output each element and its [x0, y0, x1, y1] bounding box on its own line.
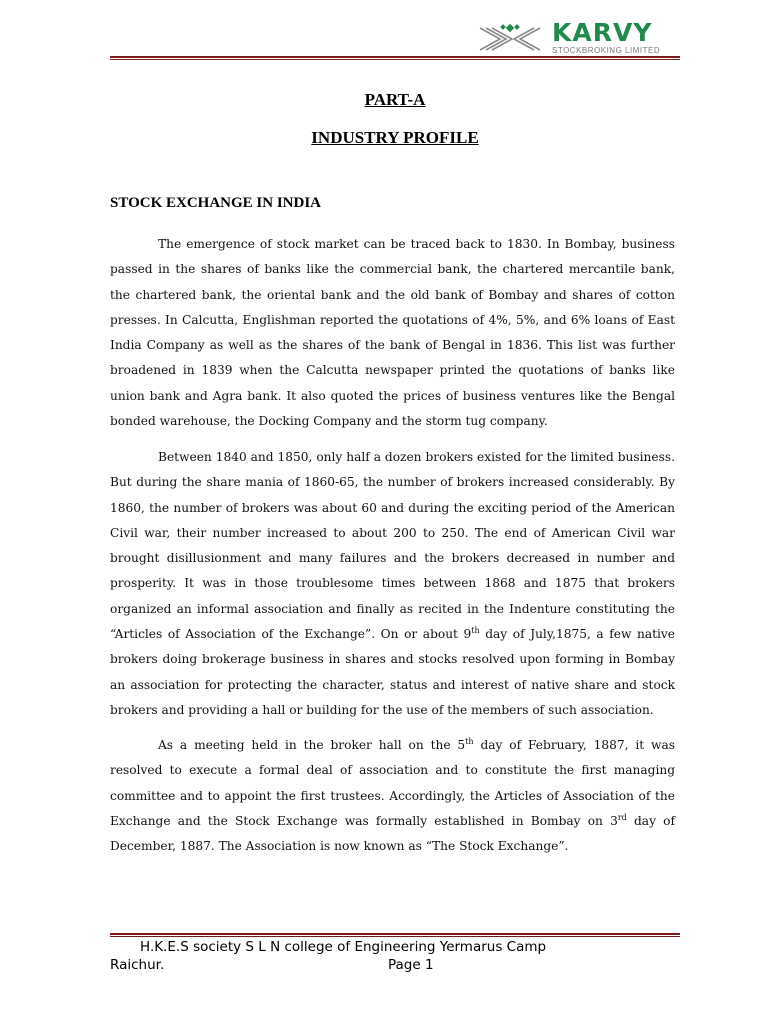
- karvy-logo: [478, 18, 704, 56]
- logo-subtitle: STOCKBROKING LIMITED: [552, 46, 661, 55]
- footer-rule: [110, 933, 680, 935]
- header-rule-thin: [110, 59, 680, 60]
- paragraph-3-sup-1: th: [465, 736, 474, 746]
- paragraph-2-text-b: day of July,1875, a few native brokers doing brokerage business in shares and stocks resolved upon forming in Bombay an association for protecting the character, status and interest of native share and stock brokers and providing a hall or building for the use of the members of such association.: [110, 627, 675, 717]
- page-number: Page 1: [388, 957, 434, 973]
- paragraph-1: The emergence of stock market can be traced back to 1830. In Bombay, business passed in the shares of banks like the commercial bank, the chartered mercantile bank, the chartered bank, the oriental bank and the old bank of Bombay and shares of cotton presses. In Calcutta, Englishman reported the quotations of 4%, 5%, and 6% loans of East India Company as well as the shares of the bank of Bengal in 1836. This list was further broadened in 1839 when the Calcutta newspaper printed the quotations of banks like union bank and Agra bank. It also quoted the prices of business ventures like the Bengal bonded warehouse, the Docking Company and the storm tug company.: [110, 237, 675, 429]
- footer-institution: [110, 939, 680, 955]
- paragraph-3: [110, 733, 675, 859]
- subsection-title: STOCK EXCHANGE IN INDIA: [110, 195, 322, 211]
- paragraph-3-text-b: day of February, 1887, it was resolved to execute a formal deal of association and to constitute the first managing committee and to appoint the first trustees. Accordingly, the Articles of Association of the Exchange and the Stock Exchange was formally established in Bombay on 3: [110, 738, 675, 828]
- section-title: INDUSTRY PROFILE: [311, 128, 479, 147]
- paragraph-3-text-a: As a meeting held in the broker hall on the 5: [158, 738, 466, 752]
- karvy-logo-mark-icon: [478, 22, 542, 56]
- footer-rule-thin: [110, 936, 680, 937]
- paragraph-3-sup-2: rd: [617, 812, 627, 822]
- part-title: PART-A: [364, 90, 426, 109]
- paragraph-3-text-c: day of December, 1887. The Association is now known as “The Stock Exchange”.: [110, 813, 675, 854]
- logo-wordmark: KARVY: [552, 18, 653, 47]
- footer-institution-text: H.K.E.S society S L N college of Engineering Yermarus Camp: [140, 939, 547, 955]
- header-rule: [110, 56, 680, 58]
- paragraph-2-sup: th: [471, 626, 480, 636]
- paragraph-2: [110, 445, 675, 723]
- paragraph-2-text-a: Between 1840 and 1850, only half a dozen brokers existed for the limited business. But during the share mania of 1860-65, the number of brokers increased considerably. By 1860, the number of brokers was about 60 and during the exciting period of the American Civil war, their number increased to about 200 to 250. The end of American Civil war brought disillusionment and many failures and the brokers decreased in number and prosperity. It was in those troublesome times between 1868 and 1875 that brokers organized an informal association and finally as recited in the Indenture constituting the “Articles of Association of the Exchange”. On or about 9: [110, 450, 675, 642]
- footer-city: Raichur.: [110, 957, 165, 973]
